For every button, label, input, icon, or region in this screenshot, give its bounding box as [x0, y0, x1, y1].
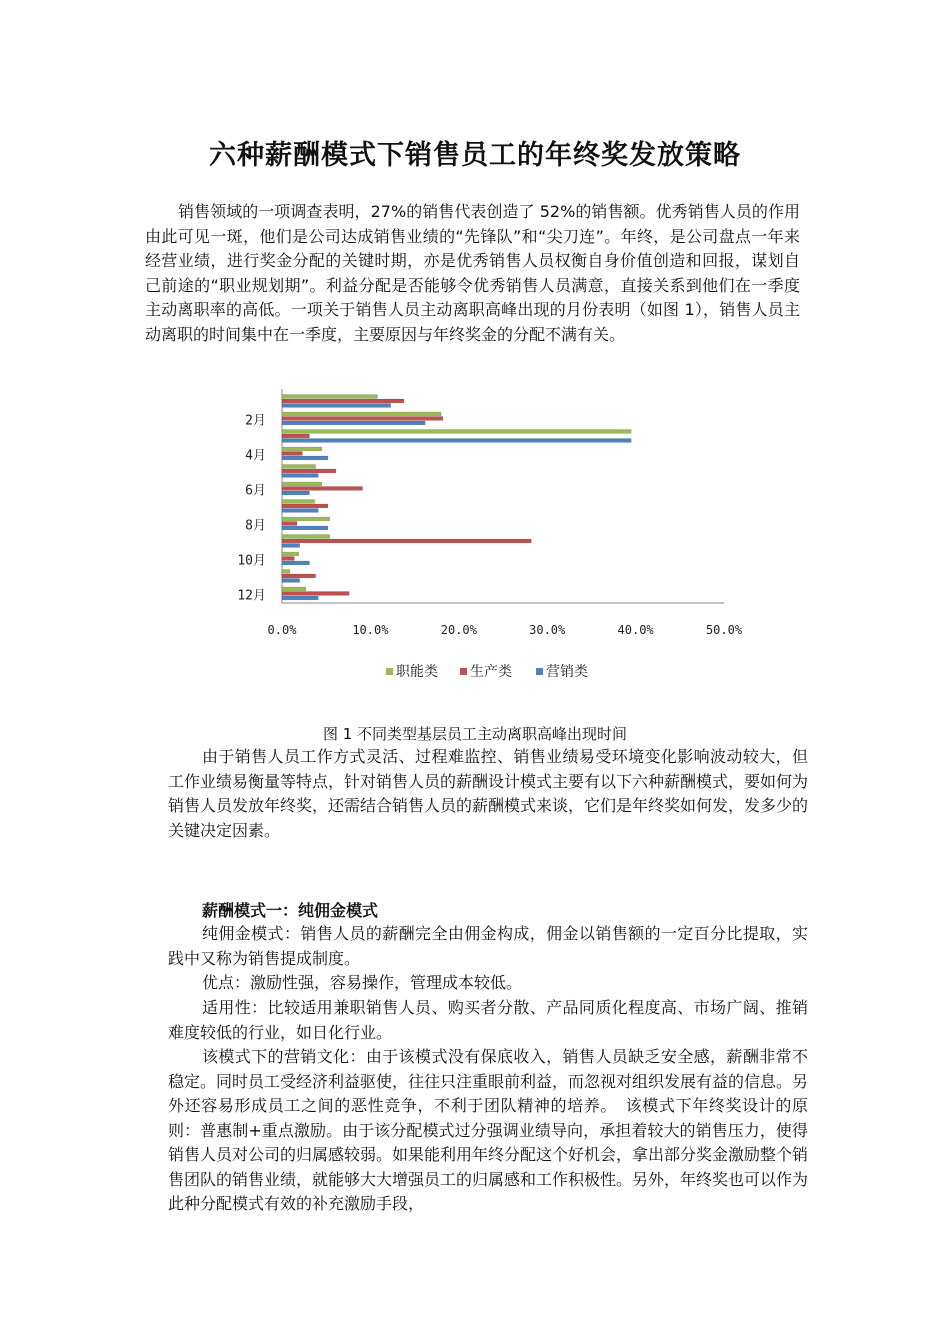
y-tick-label: 2月 [245, 413, 266, 429]
x-tick-label: 0.0% [267, 623, 297, 637]
bar-营销类-7月 [282, 509, 318, 513]
section-paragraph-3: 适用性：比较适用兼职销售人员、购买者分散、产品同质化程度高、市场广阔、推销难度较低的行业，如日化行业。 [168, 998, 808, 1042]
bar-营销类-11月 [282, 579, 300, 583]
bar-生产类-7月 [282, 504, 328, 508]
chart-bars [282, 395, 631, 600]
page-title: 六种薪酬模式下销售员工的年终奖发放策略 [209, 140, 741, 171]
x-tick-label: 40.0% [617, 623, 654, 637]
x-tick-labels [268, 623, 743, 637]
bar-营销类-1月 [282, 404, 391, 408]
bar-营销类-9月 [282, 544, 300, 548]
bar-生产类-4月 [282, 452, 302, 456]
y-tick-label: 10月 [237, 553, 266, 569]
y-tick-label: 8月 [245, 518, 266, 534]
bar-生产类-9月 [282, 539, 531, 543]
bar-营销类-6月 [282, 491, 309, 495]
legend-swatch [460, 668, 467, 675]
bar-职能类-2月 [282, 412, 441, 416]
bar-chart [220, 385, 760, 690]
figure-caption: 图 1 不同类型基层员工主动离职高峰出现时间 [322, 725, 628, 743]
bar-生产类-11月 [282, 574, 316, 578]
bar-职能类-6月 [282, 482, 322, 486]
bar-职能类-12月 [282, 587, 306, 591]
bar-生产类-3月 [282, 434, 309, 438]
legend-label: 生产类 [470, 664, 512, 680]
bar-营销类-5月 [282, 474, 318, 478]
bar-营销类-2月 [282, 421, 425, 425]
paragraph-2: 由于销售人员工作方式灵活、过程难监控、销售业绩易受环境变化影响波动较大，但工作业绩易衡量等特点，针对销售人员的薪酬设计模式主要有以下六种薪酬模式，要如何为销售人员发放年终奖，还需结合销售人员的薪酬模式来谈，它们是年终奖如何发，发多少的关键决定因素。 [168, 747, 809, 840]
bar-生产类-5月 [282, 469, 336, 473]
x-tick-label: 20.0% [440, 623, 477, 637]
section-paragraph-2: 优点：激励性强，容易操作，管理成本较低。 [202, 973, 523, 992]
bar-职能类-3月 [282, 430, 631, 434]
bar-营销类-3月 [282, 439, 631, 443]
bar-生产类-10月 [282, 557, 294, 561]
bar-职能类-8月 [282, 517, 330, 521]
intro-paragraph: 销售领域的一项调查表明，27%的销售代表创造了 52%的销售额。优秀销售人员的作用由此可见一斑，他们是公司达成销售业绩的“先锋队”和“尖刀连”。年终，是公司盘点一年来经营业绩，进行奖金分配的关键时期，亦是优秀销售人员权衡自身价值创造和回报，谋划自己前途的“职业规划期”。利益分配是否能够令优秀销售人员满意，直接关系到他们在一季度主动离职率的高低。一项关于销售人员主动离职高峰出现的月份表明（如图 1），销售人员主动离职的时间集中在一季度，主要原因与年终奖金的分配不满有关。 [145, 202, 800, 344]
bar-生产类-2月 [282, 417, 443, 421]
bar-生产类-1月 [282, 399, 404, 403]
bar-职能类-10月 [282, 552, 299, 556]
bar-职能类-7月 [282, 500, 315, 504]
bar-生产类-12月 [282, 592, 349, 596]
bar-营销类-10月 [282, 561, 309, 565]
x-tick-label: 50.0% [705, 623, 743, 637]
bar-营销类-4月 [282, 456, 328, 460]
x-tick-label: 10.0% [352, 623, 389, 637]
y-tick-label: 12月 [237, 588, 266, 604]
bar-生产类-8月 [282, 522, 297, 526]
bar-职能类-1月 [282, 395, 377, 399]
bar-职能类-11月 [282, 570, 290, 574]
chart-legend [386, 663, 588, 680]
y-tick-labels [237, 413, 266, 603]
section-paragraph-4: 该模式下的营销文化：由于该模式没有保底收入，销售人员缺乏安全感，薪酬非常不稳定。同时员工受经济利益驱使，往往只注重眼前利益，而忽视对组织发展有益的信息。另外还容易形成员工之间的恶性竞争，不利于团队精神的培养。 该模式下年终奖设计的原则：普惠制+重点激励。由于该分配模式过分强调业绩导向，承担着较大的销售压力，使得销售人员对公司的归属感较弱。如果能利用年终分配这个好机会，拿出部分奖金激励整个销售团队的销售业绩，就能够大大增强员工的归属感和工作积极性。另外，年终奖也可以作为此种分配模式有效的补充激励手段， [168, 1047, 809, 1213]
legend-label: 营销类 [546, 664, 588, 680]
bar-职能类-5月 [282, 465, 316, 469]
bar-营销类-12月 [282, 596, 318, 600]
section-heading: 薪酬模式一：纯佣金模式 [202, 901, 379, 920]
bar-生产类-6月 [282, 487, 362, 491]
legend-swatch [536, 668, 543, 675]
bar-职能类-4月 [282, 447, 322, 451]
legend-swatch [386, 668, 393, 675]
bar-营销类-8月 [282, 526, 328, 530]
x-tick-label: 30.0% [529, 623, 566, 637]
y-tick-label: 6月 [245, 483, 266, 499]
section-paragraph-1: 纯佣金模式：销售人员的薪酬完全由佣金构成，佣金以销售额的一定百分比提取，实践中又称为销售提成制度。 [168, 924, 808, 968]
legend-label: 职能类 [396, 664, 438, 680]
y-tick-label: 4月 [245, 448, 266, 464]
bar-职能类-9月 [282, 535, 330, 539]
